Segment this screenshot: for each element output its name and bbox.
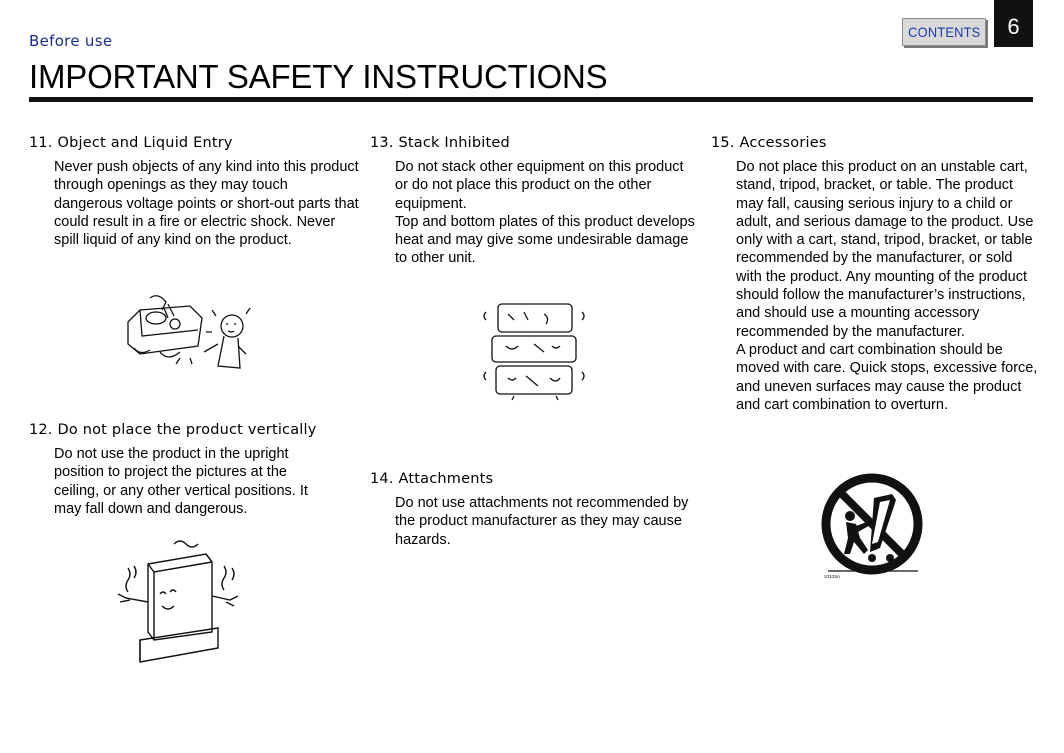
item-heading: 13. Stack Inhibited bbox=[370, 135, 510, 151]
item-body-line2: A product and cart combination should be moved with care. Quick stops, excessive force, and uneven surfaces may cause the product and cart combination to overturn. bbox=[736, 341, 1038, 413]
item-attachments bbox=[370, 471, 700, 549]
item-object-liquid-entry bbox=[29, 135, 359, 249]
section-label: Before use bbox=[29, 32, 113, 50]
liquid-spill-illustration bbox=[120, 296, 250, 382]
item-no-vertical-placement bbox=[29, 422, 329, 518]
item-body bbox=[395, 158, 700, 268]
page-title: IMPORTANT SAFETY INSTRUCTIONS bbox=[29, 58, 608, 95]
item-heading: 12. Do not place the product vertically bbox=[29, 422, 317, 438]
item-accessories bbox=[711, 135, 1041, 414]
contents-button-label: CONTENTS bbox=[907, 24, 981, 40]
item-heading: 14. Attachments bbox=[370, 471, 494, 487]
item-heading: 11. Object and Liquid Entry bbox=[29, 135, 233, 151]
cart-tipover-warning-icon bbox=[820, 472, 926, 582]
item-body: Never push objects of any kind into this product through openings as they may touch dangerous voltage points or short-out parts that could result in a fire or electric shock. Never spill liquid of any kind on the product. bbox=[54, 159, 359, 249]
item-body: Do not use the product in the upright position to project the pictures at the ceiling, or any other vertical positions. It may fall down and dangerous. bbox=[54, 446, 308, 517]
item-body-line1: Do not place this product on an unstable cart, stand, tripod, bracket, or table. The product may fall, causing serious injury to a child or adult, and serious damage to the product. Use only with a cart, stand, tripod, bracket, or table recommended by the manufacturer, or sold with the product. Any mounting of the product should follow the manufacturer’s instructions, and should use a mounting accessory recommended by the manufacturer. bbox=[736, 159, 1034, 340]
page-number: 6 bbox=[994, 0, 1033, 47]
item-body bbox=[736, 158, 1041, 414]
item-body-line2: Top and bottom plates of this product develops heat and may give some undesirable damage to other unit. bbox=[395, 213, 695, 267]
item-heading: 15. Accessories bbox=[711, 135, 827, 151]
item-stack-inhibited bbox=[370, 135, 700, 268]
upright-projector-illustration bbox=[108, 536, 243, 666]
figure-code: S3125A bbox=[824, 574, 841, 579]
item-body-line1: Do not stack other equipment on this product or do not place this product on the other equipment. bbox=[395, 159, 684, 212]
item-body: Do not use attachments not recommended by the product manufacturer as they may cause hazards. bbox=[395, 495, 689, 548]
stacked-equipment-illustration bbox=[484, 300, 586, 400]
contents-button[interactable] bbox=[902, 18, 986, 46]
title-rule bbox=[29, 97, 1033, 102]
